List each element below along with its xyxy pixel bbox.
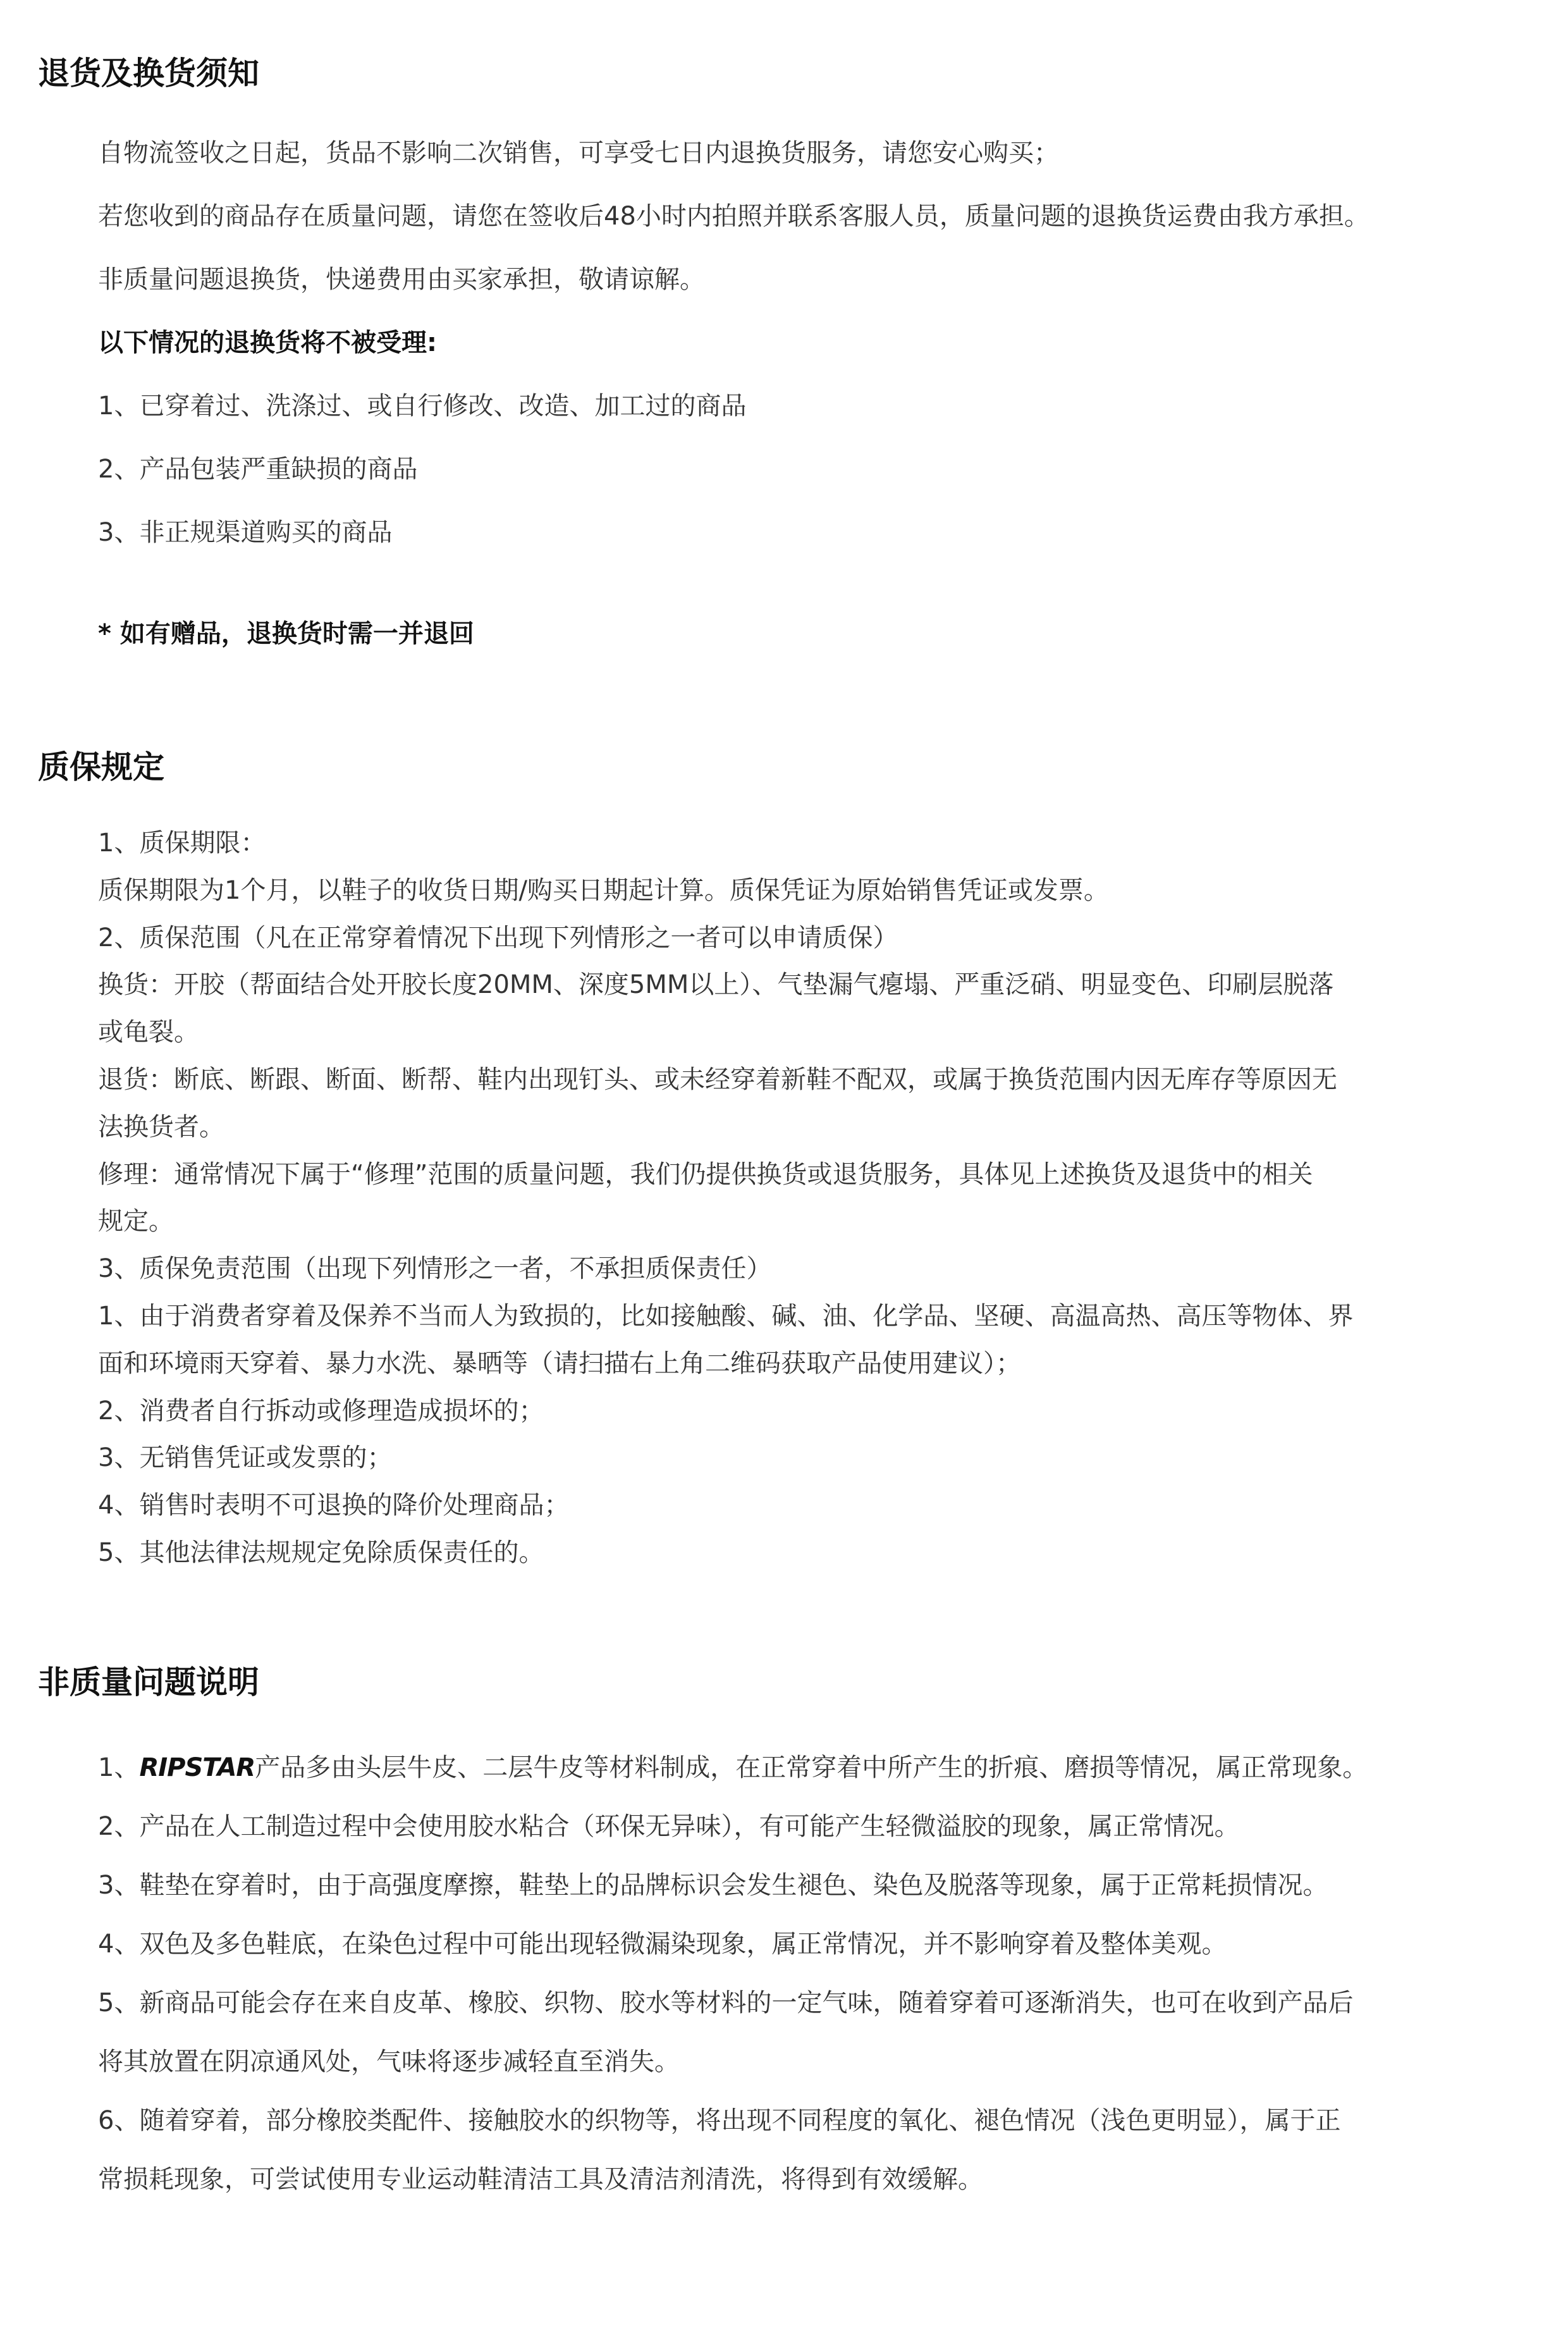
returns-section-body: [98, 121, 1495, 665]
warranty-line: 1、由于消费者穿着及保养不当而人为致损的，比如接触酸、碱、油、化学品、坚硬、高温高热、高压等物体、界: [98, 1301, 1354, 1331]
gift-note: * 如有赠品，退换货时需一并退回: [98, 619, 474, 648]
warranty-line: 质保期限为1个月，以鞋子的收货日期/购买日期起计算。质保凭证为原始销售凭证或发票。: [98, 875, 1109, 905]
returns-paragraph-1: 自物流签收之日起，货品不影响二次销售，可享受七日内退换货服务，请您安心购买；: [98, 139, 1059, 168]
returns-paragraph-2: 若您收到的商品存在质量问题，请您在签收后48小时内拍照并联系客服人员，质量问题的退换货运费由我方承担。: [98, 202, 1369, 231]
warranty-line: 面和环境雨天穿着、暴力水洗、暴晒等（请扫描右上角二维码获取产品使用建议）；: [98, 1348, 1021, 1378]
warranty-line: 3、质保免责范围（出现下列情形之一者，不承担质保责任）: [98, 1254, 772, 1284]
warranty-line: 3、无销售凭证或发票的；: [98, 1443, 393, 1473]
warranty-line: 2、消费者自行拆动或修理造成损坏的；: [98, 1396, 544, 1426]
warranty-line: 2、质保范围（凡在正常穿着情况下出现下列情形之一者可以申请质保）: [98, 923, 898, 952]
non-quality-line: [98, 1739, 1495, 1797]
returns-exclusions-heading: 以下情况的退换货将不被受理:: [98, 328, 437, 357]
warranty-line: 修理：通常情况下属于“修理”范围的质量问题，我们仍提供换货或退货服务，具体见上述换货及退货中的相关: [98, 1159, 1313, 1189]
non-quality-section-title: 非质量问题说明: [38, 1664, 259, 1701]
returns-section-title: 退货及换货须知: [38, 55, 259, 92]
item-text: 产品多由头层牛皮、二层牛皮等材料制成，在正常穿着中所产生的折痕、磨损等情况，属正常现象。: [255, 1753, 1368, 1782]
non-quality-line: 将其放置在阴凉通风处，气味将逐步减轻直至消失。: [98, 2047, 680, 2076]
warranty-line: 4、销售时表明不可退换的降价处理商品；: [98, 1491, 570, 1520]
returns-paragraph-3: 非质量问题退换货，快递费用由买家承担，敬请谅解。: [98, 265, 705, 294]
warranty-section-title: 质保规定: [38, 749, 164, 786]
warranty-section-body: [98, 820, 1495, 1577]
non-quality-section-body: [98, 1739, 1495, 2209]
non-quality-line: 2、产品在人工制造过程中会使用胶水粘合（环保无异味），有可能产生轻微溢胶的现象，属正常情况。: [98, 1812, 1240, 1841]
item-number: 1、: [98, 1753, 140, 1782]
non-quality-line: 4、双色及多色鞋底，在染色过程中可能出现轻微漏染现象，属正常情况，并不影响穿着及整体美观。: [98, 1930, 1227, 1959]
warranty-line: 1、质保期限：: [98, 829, 266, 858]
warranty-line: 5、其他法律法规规定免除质保责任的。: [98, 1537, 544, 1567]
warranty-line: 规定。: [98, 1207, 174, 1236]
returns-exclusion-item: 1、已穿着过、洗涤过、或自行修改、改造、加工过的商品: [98, 391, 747, 421]
non-quality-line: 常损耗现象，可尝试使用专业运动鞋清洁工具及清洁剂清洗，将得到有效缓解。: [98, 2165, 983, 2194]
non-quality-line: 3、鞋垫在穿着时，由于高强度摩擦，鞋垫上的品牌标识会发生褪色、染色及脱落等现象，属于正常耗损情况。: [98, 1871, 1328, 1900]
warranty-line: 法换货者。: [98, 1112, 224, 1142]
returns-exclusion-item: 3、非正规渠道购买的商品: [98, 518, 393, 547]
warranty-line: 或龟裂。: [98, 1018, 199, 1047]
returns-exclusion-item: 2、产品包装严重缺损的商品: [98, 455, 418, 484]
non-quality-line: 5、新商品可能会存在来自皮革、橡胶、织物、胶水等材料的一定气味，随着穿着可逐渐消失，也可在收到产品后: [98, 1988, 1354, 2018]
brand-name: RIPSTAR: [139, 1753, 255, 1782]
non-quality-line: 6、随着穿着，部分橡胶类配件、接触胶水的织物等，将出现不同程度的氧化、褪色情况（浅色更明显），属于正: [98, 2106, 1341, 2135]
warranty-line: 换货：开胶（帮面结合处开胶长度20MM、深度5MM以上）、气垫漏气瘪塌、严重泛硝、明显变色、印刷层脱落: [98, 970, 1334, 1000]
warranty-line: 退货：断底、断跟、断面、断帮、鞋内出现钉头、或未经穿着新鞋不配双，或属于换货范围内因无库存等原因无: [98, 1064, 1337, 1094]
